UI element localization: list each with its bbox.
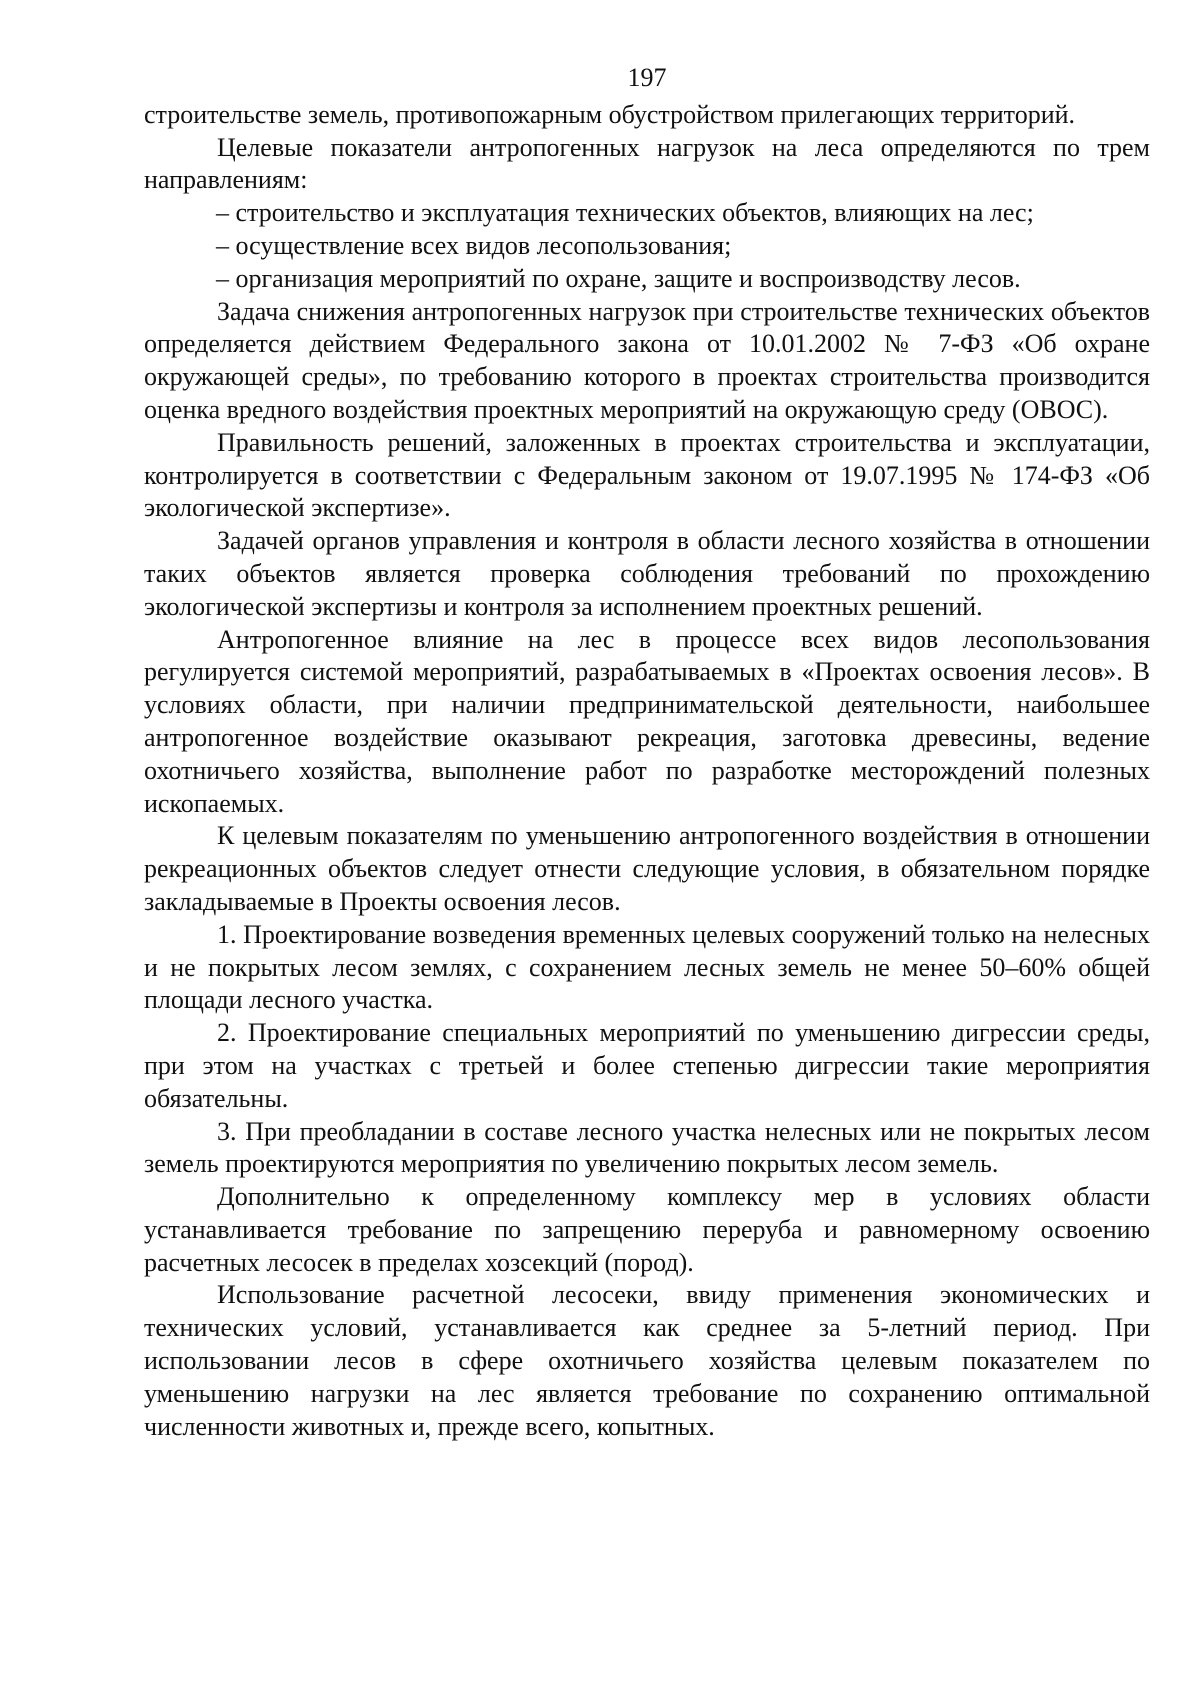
paragraph-ovos: Задача снижения антропогенных нагрузок при строительстве технических объектов определяется действием Федерального закона от 10.01.2002 № 7-ФЗ «Об охране окружающей среды», по требованию которого в проектах строительства производится оценка вредного воздействия проектных мероприятий на окружающую среду (ОВОС). — [144, 296, 1150, 424]
bullet-item-forest-use: – осуществление всех видов лесопользования; — [216, 230, 732, 260]
bullet-item-protection: – организация мероприятий по охране, защите и воспроизводству лесов. — [216, 263, 1021, 293]
paragraph-cutting-area-use: Использование расчетной лесосеки, ввиду применения экономических и технических условий, устанавливается как среднее за 5-летний период. При использовании лесов в сфере охотничьего хозяйства целевым показателем по уменьшению нагрузки на лес является требование по сохранению оптимальной численности животных и, прежде всего, копытных. — [144, 1280, 1150, 1441]
numbered-item-1: 1. Проектирование возведения временных целевых сооружений только на нелесных и не покрытых лесом землях, с сохранением лесных земель не менее 50–60% общей площади лесного участка. — [144, 919, 1150, 1015]
paragraph-expertise-law: Правильность решений, заложенных в проектах строительства и эксплуатации, контролируется в соответствии с Федеральным законом от 19.07.1995 № 174-ФЗ «Об экологической экспертизе». — [144, 427, 1150, 523]
paragraph-recreation-indicators: К целевым показателям по уменьшению антропогенного воздействия в отношении рекреационных объектов следует отнести следующие условия, в обязательном порядке закладываемые в Проекты освоения лесов. — [144, 821, 1150, 916]
paragraph-additional-measures: Дополнительно к определенному комплексу мер в условиях области устанавливается требование по запрещению переруба и равномерному освоению расчетных лесосек в пределах хозсекций (пород). — [144, 1182, 1150, 1277]
document-page — [144, 62, 1150, 1443]
numbered-item-3: 3. При преобладании в составе лесного участка нелесных или не покрытых лесом земель проектируются мероприятия по увеличению покрытых лесом земель. — [144, 1116, 1150, 1179]
page-number: 197 — [627, 63, 667, 92]
bullet-item-construction: – строительство и эксплуатация технических объектов, влияющих на лес; — [216, 198, 1034, 228]
paragraph-target-indicators: Целевые показатели антропогенных нагрузок на леса определяются по трем направлениям: — [144, 132, 1150, 195]
paragraph-anthropogenic-influence: Антропогенное влияние на лес в процессе всех видов лесопользования регулируется системой мероприятий, разрабатываемых в «Проектах освоения лесов». В условиях области, при наличии предпринимательской деятельности, наибольшее антропогенное воздействие оказывают рекреация, заготовка древесины, ведение охотничьего хозяйства, выполнение работ по разработке месторождений полезных ископаемых. — [144, 624, 1150, 818]
numbered-item-2: 2. Проектирование специальных мероприятий по уменьшению дигрессии среды, при этом на участках с третьей и более степенью дигрессии такие мероприятия обязательны. — [144, 1018, 1150, 1113]
paragraph-control-tasks: Задачей органов управления и контроля в области лесного хозяйства в отношении таких объектов является проверка соблюдения требований по прохождению экологической экспертизы и контроля за исполнением проектных решений. — [144, 526, 1150, 621]
paragraph-continuation: строительстве земель, противопожарным обустройством прилегающих территорий. — [144, 99, 1076, 129]
